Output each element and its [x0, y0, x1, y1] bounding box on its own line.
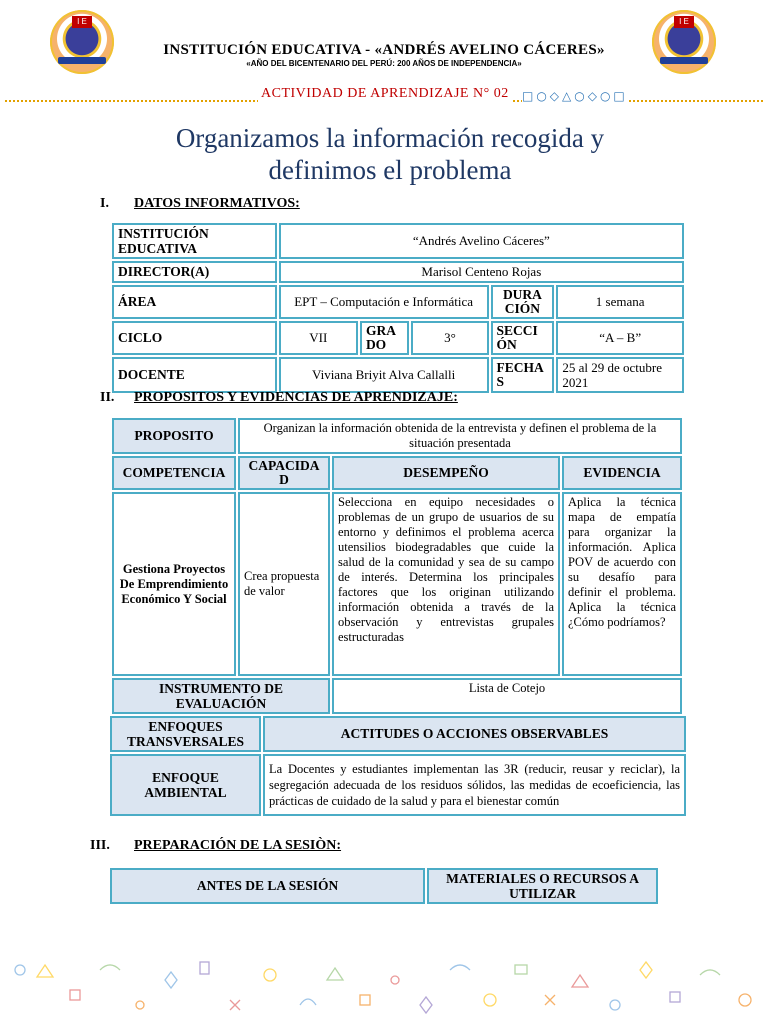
motto: «AÑO DEL BICENTENARIO DEL PERÚ: 200 AÑOS DE INDEPENDENCIA»: [246, 59, 522, 68]
propositos-table: [110, 416, 684, 716]
doodle-footer: [0, 950, 768, 1024]
institution-heading: INSTITUCIÓN EDUCATIVA - «ANDRÉS AVELINO CÁCERES»: [163, 42, 605, 58]
page-title-line2: definimos el problema: [268, 155, 512, 185]
activity-number: ACTIVIDAD DE APRENDIZAJE N° 02: [258, 86, 512, 102]
table-row: [112, 321, 684, 355]
proposito-label: PROPOSITO: [112, 418, 236, 454]
seccion-label: SECCI ÓN: [491, 321, 555, 355]
ciclo-value: VII: [279, 321, 358, 355]
enfoque-ambiental-label: ENFOQUE AMBIENTAL: [110, 754, 261, 816]
competencia-value: Gestiona Proyectos De Emprendimiento Económico Y Social: [112, 492, 236, 676]
instrumento-value: Lista de Cotejo: [332, 678, 682, 714]
doodle-pattern: [0, 950, 768, 1024]
institucion-label: INSTITUCIÓN EDUCATIVA: [112, 223, 277, 259]
decor-shapes-text: □○◇△○◇○□: [522, 89, 628, 103]
fechas-label: FECHA S: [491, 357, 555, 393]
enfoque-ambiental-value: La Docentes y estudiantes implementan las 3R (reducir, reusar y reciclar), la segregación adecuada de los residuos sólidos, las medidas de ecoeficiencia, las prácticas de cuidado de la salud y para el bienestar común: [263, 754, 686, 816]
table-row: [112, 678, 682, 714]
proposito-value: Organizan la información obtenida de la entrevista y definen el problema de la situación presentada: [238, 418, 682, 454]
instrumento-label: INSTRUMENTO DE EVALUACIÓN: [112, 678, 330, 714]
table-row: [110, 868, 658, 904]
page-title-line1: Organizamos la información recogida y: [175, 123, 605, 153]
seal-letters: I E: [674, 16, 694, 28]
table-row: [110, 716, 686, 752]
actitudes-header: ACTITUDES O ACCIONES OBSERVABLES: [263, 716, 686, 752]
table-row: [110, 754, 686, 816]
capacidad-header: CAPACIDA D: [238, 456, 330, 490]
grado-label: GRA DO: [360, 321, 409, 355]
section-2-number: II.: [100, 390, 115, 405]
area-label: ÁREA: [112, 285, 277, 319]
section-3-number: III.: [90, 838, 110, 853]
table-row: [112, 285, 684, 319]
page-title: [150, 122, 630, 186]
section-2-label: PROPOSITOS Y EVIDENCIAS DE APRENDIZAJE:: [134, 390, 458, 405]
table-row: [112, 223, 684, 259]
table-row: [112, 456, 682, 490]
enfoques-header: ENFOQUES TRANSVERSALES: [110, 716, 261, 752]
evidencia-value: Aplica la técnica mapa de empatía para organizar la información. Aplica POV de acuerdo con su desafío para definir el problema. Aplica la técnica ¿Cómo podríamos?: [562, 492, 682, 676]
antes-sesion-header: ANTES DE LA SESIÓN: [110, 868, 425, 904]
section-1-label: DATOS INFORMATIVOS:: [134, 196, 300, 211]
evidencia-header: EVIDENCIA: [562, 456, 682, 490]
ciclo-label: CICLO: [112, 321, 277, 355]
docente-label: DOCENTE: [112, 357, 277, 393]
section-3-label: PREPARACIÓN DE LA SESIÒN:: [134, 838, 342, 853]
docente-value: Viviana Briyit Alva Callalli: [279, 357, 489, 393]
desempeno-header: DESEMPEÑO: [332, 456, 560, 490]
table-row: [112, 357, 684, 393]
desempeno-value: Selecciona en equipo necesidades o problemas de un grupo de usuarios de su entorno y definimos el problema acerca utensilios biodegradables que cuide la salud de la comunidad y sea de su campo de interés. Determina los principales factores que los originan utilizando información obtenida a través de la observación y entrevistas grupales estructuradas: [332, 492, 560, 676]
materiales-header: MATERIALES O RECURSOS A UTILIZAR: [427, 868, 658, 904]
duracion-label: DURA CIÓN: [491, 285, 555, 319]
duracion-value: 1 semana: [556, 285, 684, 319]
table-row: [112, 261, 684, 283]
grado-value: 3°: [411, 321, 488, 355]
seccion-value: “A – B”: [556, 321, 684, 355]
director-value: Marisol Centeno Rojas: [279, 261, 684, 283]
preparacion-table: [108, 866, 660, 906]
competencia-header: COMPETENCIA: [112, 456, 236, 490]
table-row: [112, 418, 682, 454]
fechas-value: 25 al 29 de octubre 2021: [556, 357, 684, 393]
datos-informativos-table: [110, 221, 686, 395]
decor-shapes: [522, 89, 628, 103]
area-value: EPT – Computación e Informática: [279, 285, 489, 319]
enfoques-table: [108, 714, 688, 818]
table-row: [112, 492, 682, 676]
seal-letters: I E: [72, 16, 92, 28]
section-1-number: I.: [100, 196, 109, 211]
director-label: DIRECTOR(A): [112, 261, 277, 283]
institucion-value: “Andrés Avelino Cáceres”: [279, 223, 684, 259]
capacidad-value: Crea propuesta de valor: [238, 492, 330, 676]
